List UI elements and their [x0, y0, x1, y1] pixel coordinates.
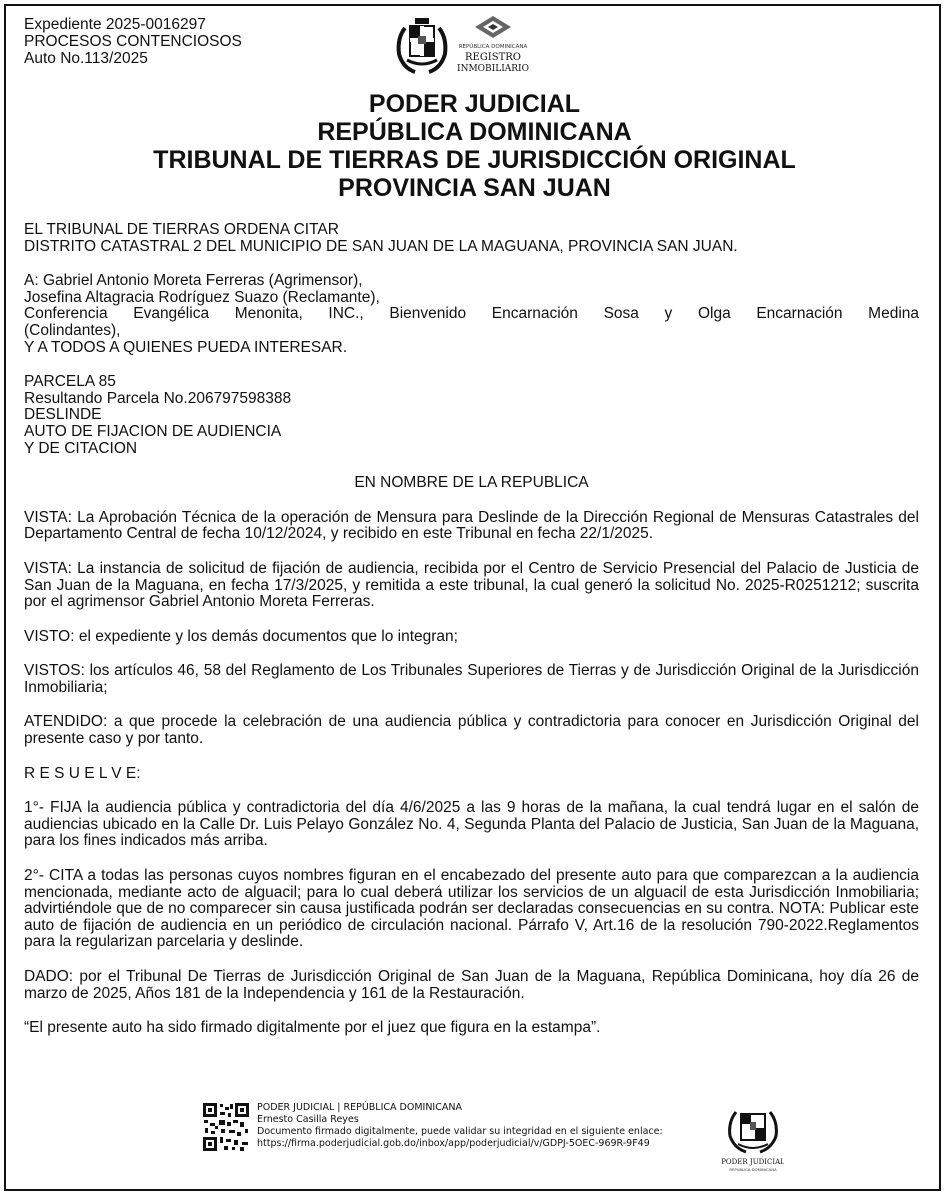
- addressee-line: Josefina Altagracia Rodríguez Suazo (Reclamante),: [24, 288, 380, 306]
- addressee-line: (Colindantes),: [24, 321, 121, 339]
- poder-judicial-seal-icon: [722, 1106, 784, 1174]
- signature-judge-name: Ernesto Casilla Reyes: [257, 1114, 359, 1125]
- parcela-line: Y DE CITACION: [24, 439, 138, 457]
- registro-inmobiliario-logo: [457, 16, 529, 74]
- registro-logo-title: REGISTRO: [464, 52, 522, 63]
- resolution-first: 1°- FIJA la audiencia pública y contradictoria del día 4/6/2025 a las 9 horas de la mañana, la cual tendrá lugar en el salón de audiencias ubicado en la Calle Dr. Luis Pelayo González No. 4, Segunda Planta del Palacio de Justicia, San Juan de la Maguana, para los fines indicados más arriba.: [24, 799, 919, 850]
- title-line: REPÚBLICA DOMINICANA: [317, 118, 632, 146]
- procesos-label: PROCESOS CONTENCIOSOS: [24, 33, 242, 50]
- vista-paragraph: VISTA: La instancia de solicitud de fijación de audiencia, recibida por el Centro de Servicio Presencial del Palacio de Justicia de San Juan de la Maguana, en fecha 17/3/2025, y remitida a este tribunal, la cual generó la solicitud No. 2025-R0251212; suscrita por el agrimensor Gabriel Antonio Moreta Ferreras.: [24, 559, 919, 611]
- seal-title: PODER JUDICIAL: [722, 1158, 784, 1166]
- citation-line: EL TRIBUNAL DE TIERRAS ORDENA CITAR: [24, 221, 339, 238]
- document-body: [24, 222, 919, 1037]
- title-line: PROVINCIA SAN JUAN: [338, 174, 611, 202]
- dado-paragraph: DADO: por el Tribunal De Tierras de Jurisdicción Original de San Juan de la Maguana, República Dominicana, hoy día 26 de marzo de 2025, Años 181 de la Independencia y 161 de la Restauración.: [24, 968, 919, 1002]
- digital-signature-block: [257, 1102, 663, 1150]
- vista-paragraph: VISTA: La Aprobación Técnica de la operación de Mensura para Deslinde de la Dirección Regional de Mensuras Catastrales del Departamento Central de fecha 10/12/2024, y recibido en este Tribunal en fecha 22/1/2025.: [24, 508, 919, 543]
- signature-institution: PODER JUDICIAL | REPÚBLICA DOMINICANA: [257, 1102, 462, 1113]
- seal-subtitle: REPÚBLICA DOMINICANA: [729, 1167, 777, 1172]
- addressee-line: A: Gabriel Antonio Moreta Ferreras (Agrimensor),: [24, 272, 363, 290]
- title-line: TRIBUNAL DE TIERRAS DE JURISDICCIÓN ORIGINAL: [153, 146, 796, 174]
- digital-signature-note: “El presente auto ha sido firmado digitalmente por el juez que figura en la estampa”.: [24, 1019, 601, 1037]
- atendido-paragraph: ATENDIDO: a que procede la celebración de una audiencia pública y contradictoria para conocer en Jurisdicción Original del presente caso y por tanto.: [24, 713, 919, 748]
- expediente-number: Expediente 2025-0016297: [24, 16, 206, 33]
- parcela-line: Resultando Parcela No.206797598388: [24, 389, 292, 407]
- registro-logo-country: REPÚBLICA DOMINICANA: [458, 44, 528, 50]
- coat-of-arms-and-registro-logo: [393, 14, 553, 76]
- resuelve-heading: R E S U E L V E:: [24, 764, 141, 782]
- parcela-line: DESLINDE: [24, 406, 102, 424]
- vistos-paragraph: VISTOS: los artículos 46, 58 del Reglamento de Los Tribunales Superiores de Tierras y de Jurisdicción Original de la Jurisdicción Inmobiliaria;: [24, 662, 919, 696]
- signature-validation-text: Documento firmado digitalmente, puede validar su integridad en el siguiente enlace:: [257, 1126, 663, 1137]
- parcela-line: PARCELA 85: [24, 373, 116, 391]
- poder-judicial-seal: [722, 1106, 784, 1174]
- citation-line: DISTRITO CATASTRAL 2 DEL MUNICIPIO DE SAN JUAN DE LA MAGUANA, PROVINCIA SAN JUAN.: [24, 237, 738, 255]
- auto-number: Auto No.113/2025: [24, 50, 148, 67]
- registro-logo-subtitle: INMOBILIARIO: [457, 64, 529, 74]
- addressee-line: Conferencia Evangélica Menonita, INC., Bienvenido Encarnación Sosa y Olga Encarnación Medina: [24, 305, 919, 323]
- case-header: [24, 16, 242, 67]
- addressee-line: Y A TODOS A QUIENES PUEDA INTERESAR.: [24, 338, 348, 356]
- resolution-second: 2°- CITA a todas las personas cuyos nombres figuran en el encabezado del presente auto para que comparezcan a la audiencia mencionada, mediante acto de alguacil; para lo cual deberá utilizar los servicios de un alguacil de esta Jurisdicción Inmobiliaria; advirtiéndole que de no comparecer sin causa justificada podrán ser declaradas consecuencias en su contra. NOTA: Publicar este auto de fijación de audiencia en un periódico de circulación nacional. Párrafo V, Art.16 de la resolución 790-2022.Reglamentos para la regularizan parcelaria y deslinde.: [24, 867, 919, 951]
- title-line: PODER JUDICIAL: [368, 90, 581, 118]
- visto-paragraph: VISTO: el expediente y los demás documentos que lo integran;: [24, 627, 458, 645]
- signature-validation-link[interactable]: https://firma.poderjudicial.gob.do/inbox/app/poderjudicial/v/GDPJ-5OEC-969R-9F49: [257, 1138, 650, 1149]
- en-nombre-heading: EN NOMBRE DE LA REPUBLICA: [354, 474, 589, 492]
- document-title: [0, 90, 949, 202]
- coat-of-arms-icon: [399, 18, 446, 72]
- parcela-line: AUTO DE FIJACION DE AUDIENCIA: [24, 422, 282, 440]
- header-logos: [393, 14, 553, 76]
- qr-code-icon[interactable]: [202, 1102, 250, 1152]
